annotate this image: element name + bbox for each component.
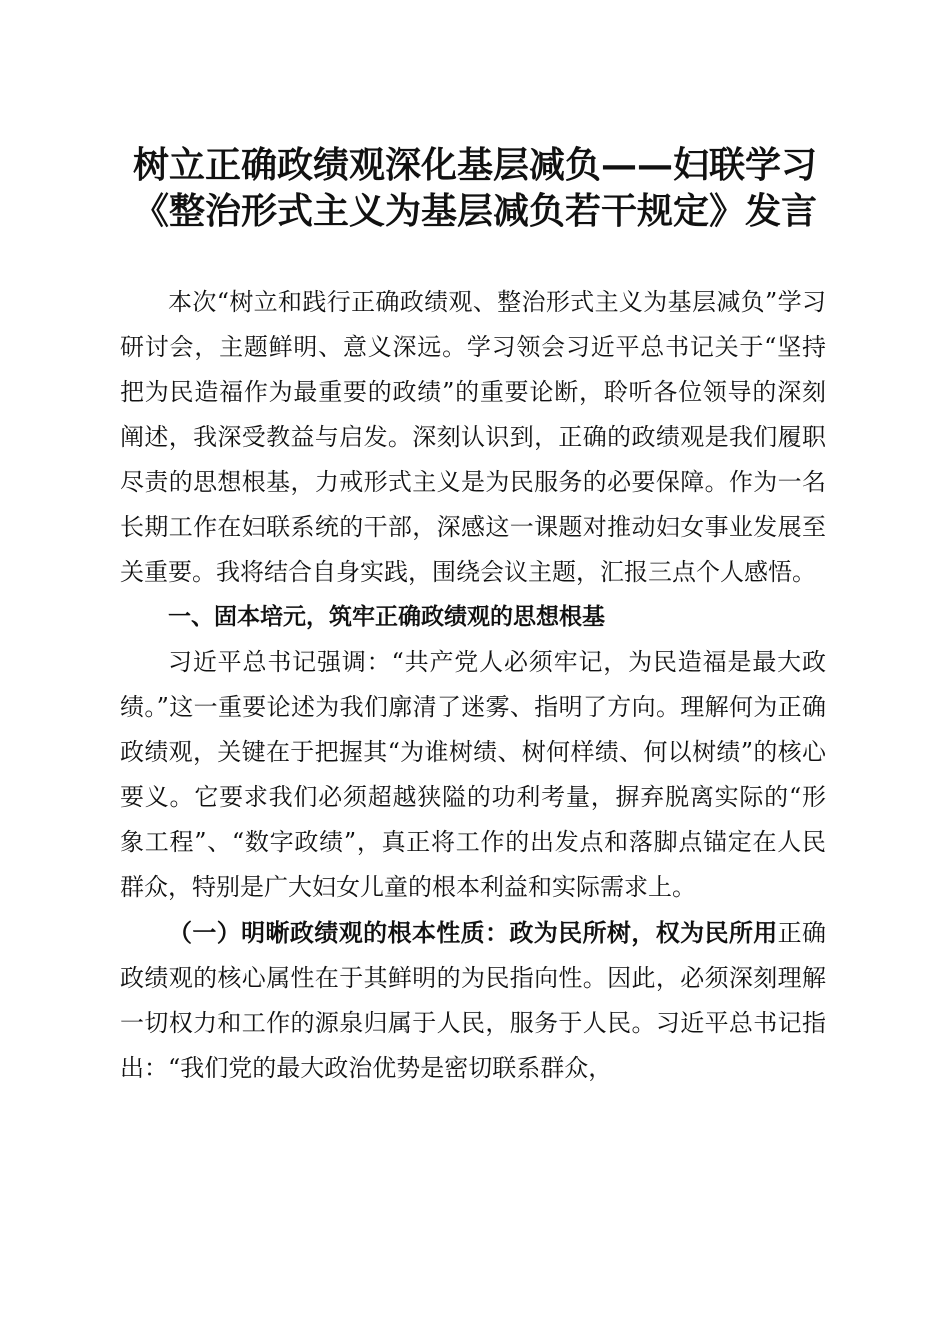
subsection-text-1: 正确政绩观的核心属性在于其鲜明的为民指向性。因此，必须深刻理解一切权力和工作的源泉归属于人民，服务于人民。习近平总书记指出：“我们党的最大政治优势是密切联系群众，: [120, 919, 827, 1082]
document-title-line-2: 《整治形式主义为基层减负若干规定》发言: [132, 190, 817, 232]
subsection-heading-1: （一）明晰政绩观的根本性质：政为民所树，权为民所用: [168, 918, 778, 947]
document-title-line-1: 树立正确政绩观深化基层减负——妇联学习: [132, 144, 817, 186]
section-heading-1: 一、固本培元，筑牢正确政绩观的思想根基: [168, 604, 605, 630]
paragraph-intro: 本次“树立和践行正确政绩观、整治形式主义为基层减负”学习研讨会，主题鲜明、意义深远。学习领会习近平总书记关于“坚持把为民造福作为最重要的政绩”的重要论断，聆听各位领导的深刻阐述，我深受教益与启发。深刻认识到，正确的政绩观是我们履职尽责的思想根基，力戒形式主义是为民服务的必要保障。作为一名长期工作在妇联系统的干部，深感这一课题对推动妇女事业发展至关重要。我将结合自身实践，围绕会议主题，汇报三点个人感悟。: [120, 288, 826, 586]
paragraph-subsection-1: [120, 910, 826, 1091]
document-body: [120, 280, 826, 1091]
paragraph-section-1: 习近平总书记强调：“共产党人必须牢记，为民造福是最大政绩。”这一重要论述为我们廓清了迷雾、指明了方向。理解何为正确政绩观，关键在于把握其“为谁树绩、树何样绩、何以树绩”的核心要义。它要求我们必须超越狭隘的功利考量，摒弃脱离实际的“形象工程”、“数字政绩”，真正将工作的出发点和落脚点锚定在人民群众，特别是广大妇女儿童的根本利益和实际需求上。: [120, 648, 826, 901]
